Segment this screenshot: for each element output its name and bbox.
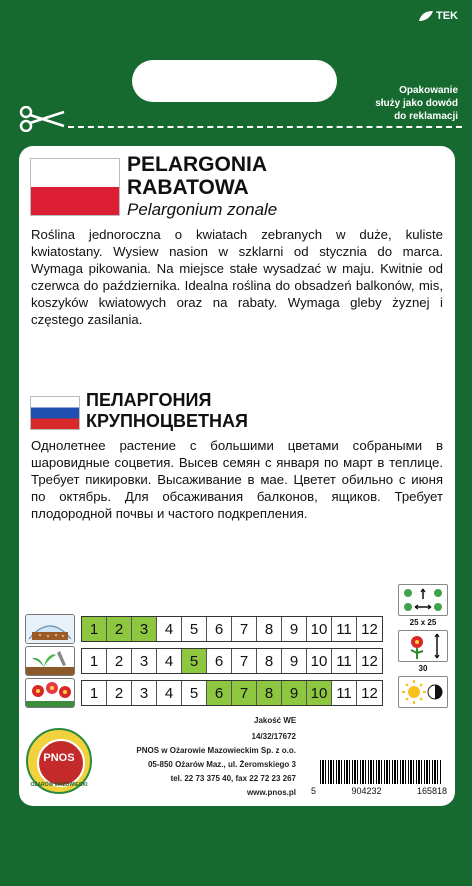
russian-description: Однолетнее растение с большими цветами собраными в шаровидные соцветия. Высев семян с января по март в теплице. Требует пикировки. Высаживание в мае. Цветет обильно с июня по октябрь. Для обсаживания балконов, ящиков. Требует плодородной почвы и частого подкрепления.: [31, 438, 443, 521]
month-cell: 6: [207, 617, 232, 641]
month-cell: 12: [361, 620, 378, 638]
month-cell: 2: [107, 617, 132, 641]
brand-logo: [418, 10, 458, 22]
month-cell: 1: [82, 649, 107, 673]
barcode-digits: 5: [311, 786, 317, 796]
russian-title-line: ПЕЛАРГОНИЯ: [86, 390, 212, 410]
sun-partial-shade-icon: [398, 676, 448, 708]
month-cell: 7: [232, 617, 257, 641]
month-cell: 6: [207, 649, 232, 673]
month-cell: 8: [257, 681, 282, 705]
month-cell: 5: [182, 649, 207, 673]
russian-flag: [30, 396, 80, 430]
barcode-digits: 165818: [416, 786, 447, 796]
greenhouse-seed-icon: [25, 614, 75, 644]
polish-title-line: PELARGONIA: [127, 153, 268, 176]
month-cell: 11: [332, 681, 357, 705]
month-cell: 5: [182, 617, 207, 641]
producer-line: PNOS w Ożarowie Mazowieckim Sp. z o.o.: [136, 746, 296, 755]
scissors-icon: [18, 106, 66, 132]
month-cell: 6: [207, 681, 232, 705]
month-cell: 8: [257, 617, 282, 641]
logo-ring-text: OŻARÓW MAZOWIECKI: [30, 782, 88, 788]
barcode-digits: 904232: [351, 786, 382, 796]
barcode: [320, 760, 442, 784]
polish-flag: [30, 158, 120, 216]
month-cell: 11: [332, 617, 357, 641]
month-cell: 11: [332, 649, 357, 673]
month-cell: 9: [282, 681, 307, 705]
producer-code: 14/32/17672: [251, 732, 296, 741]
month-cell: 4: [157, 617, 182, 641]
month-cell: 12: [361, 684, 378, 702]
calendar-row-flowering: [81, 680, 383, 706]
month-cell: 3: [132, 617, 157, 641]
flowers-icon: [25, 678, 75, 708]
russian-title: [86, 390, 248, 432]
cut-note-line: Opakowanie: [399, 85, 458, 96]
month-cell: 9: [282, 649, 307, 673]
cut-line: [68, 126, 462, 128]
month-cell: 7: [232, 649, 257, 673]
month-cell: 2: [107, 649, 132, 673]
month-cell: 10: [307, 681, 332, 705]
month-cell: 10: [307, 617, 332, 641]
cut-note-line: służy jako dowód: [375, 98, 458, 109]
brand-name: TEK: [436, 10, 458, 22]
month-cell: 3: [132, 681, 157, 705]
month-cell: 1: [82, 617, 107, 641]
leaf-icon: [418, 10, 434, 22]
month-cell: 10: [307, 649, 332, 673]
plant-height-icon: [398, 630, 448, 662]
producer-info: [36, 730, 296, 800]
polish-description: Roślina jednoroczna o kwiatach zebranych w duże, kuliste kwiatostany. Wysiew nasion w szklarni od stycznia do marca. Wymaga pikowania. Na miejsce stałe wysadzać w maju. Kwitnie od czerwca do października. Idealna roślina do obsadzeń balkonów, mis, koszyków kwiatowych oraz na rabaty. Wymaga gleby żyznej i częstego zasilania.: [31, 227, 443, 327]
month-cell: 2: [107, 681, 132, 705]
latin-name: Pelargonium zonale: [127, 200, 278, 219]
polish-title-line: RABATOWA: [127, 176, 249, 199]
russian-title-line: КРУПНОЦВЕТНАЯ: [86, 411, 248, 431]
cut-note: [338, 84, 458, 123]
calendar-row-planting: [81, 648, 383, 674]
month-cell: 12: [361, 652, 378, 670]
month-cell: 9: [282, 617, 307, 641]
month-cell: 3: [132, 649, 157, 673]
polish-title: [127, 153, 327, 199]
month-cell: 4: [157, 681, 182, 705]
planting-icon: [25, 646, 75, 676]
month-cell: 8: [257, 649, 282, 673]
producer-web: www.pnos.pl: [246, 788, 296, 797]
quality-label: Jakość WE: [254, 716, 297, 725]
plant-spacing-icon: [398, 584, 448, 616]
producer-line: tel. 22 73 375 40, fax 22 72 23 267: [170, 774, 296, 783]
calendar-row-sowing: [81, 616, 383, 642]
spacing-label: 25 x 25: [409, 618, 437, 627]
month-cell: 1: [82, 681, 107, 705]
hang-hole: [132, 60, 337, 102]
producer-line: 05-850 Ożarów Maz., ul. Żeromskiego 3: [147, 760, 296, 769]
month-cell: 5: [182, 681, 207, 705]
barcode-number: [311, 786, 447, 796]
cut-note-line: do reklamacji: [394, 111, 458, 122]
month-cell: 7: [232, 681, 257, 705]
height-label: 30: [418, 664, 428, 673]
month-cell: 4: [157, 649, 182, 673]
logo-text: PNOS: [43, 752, 75, 764]
